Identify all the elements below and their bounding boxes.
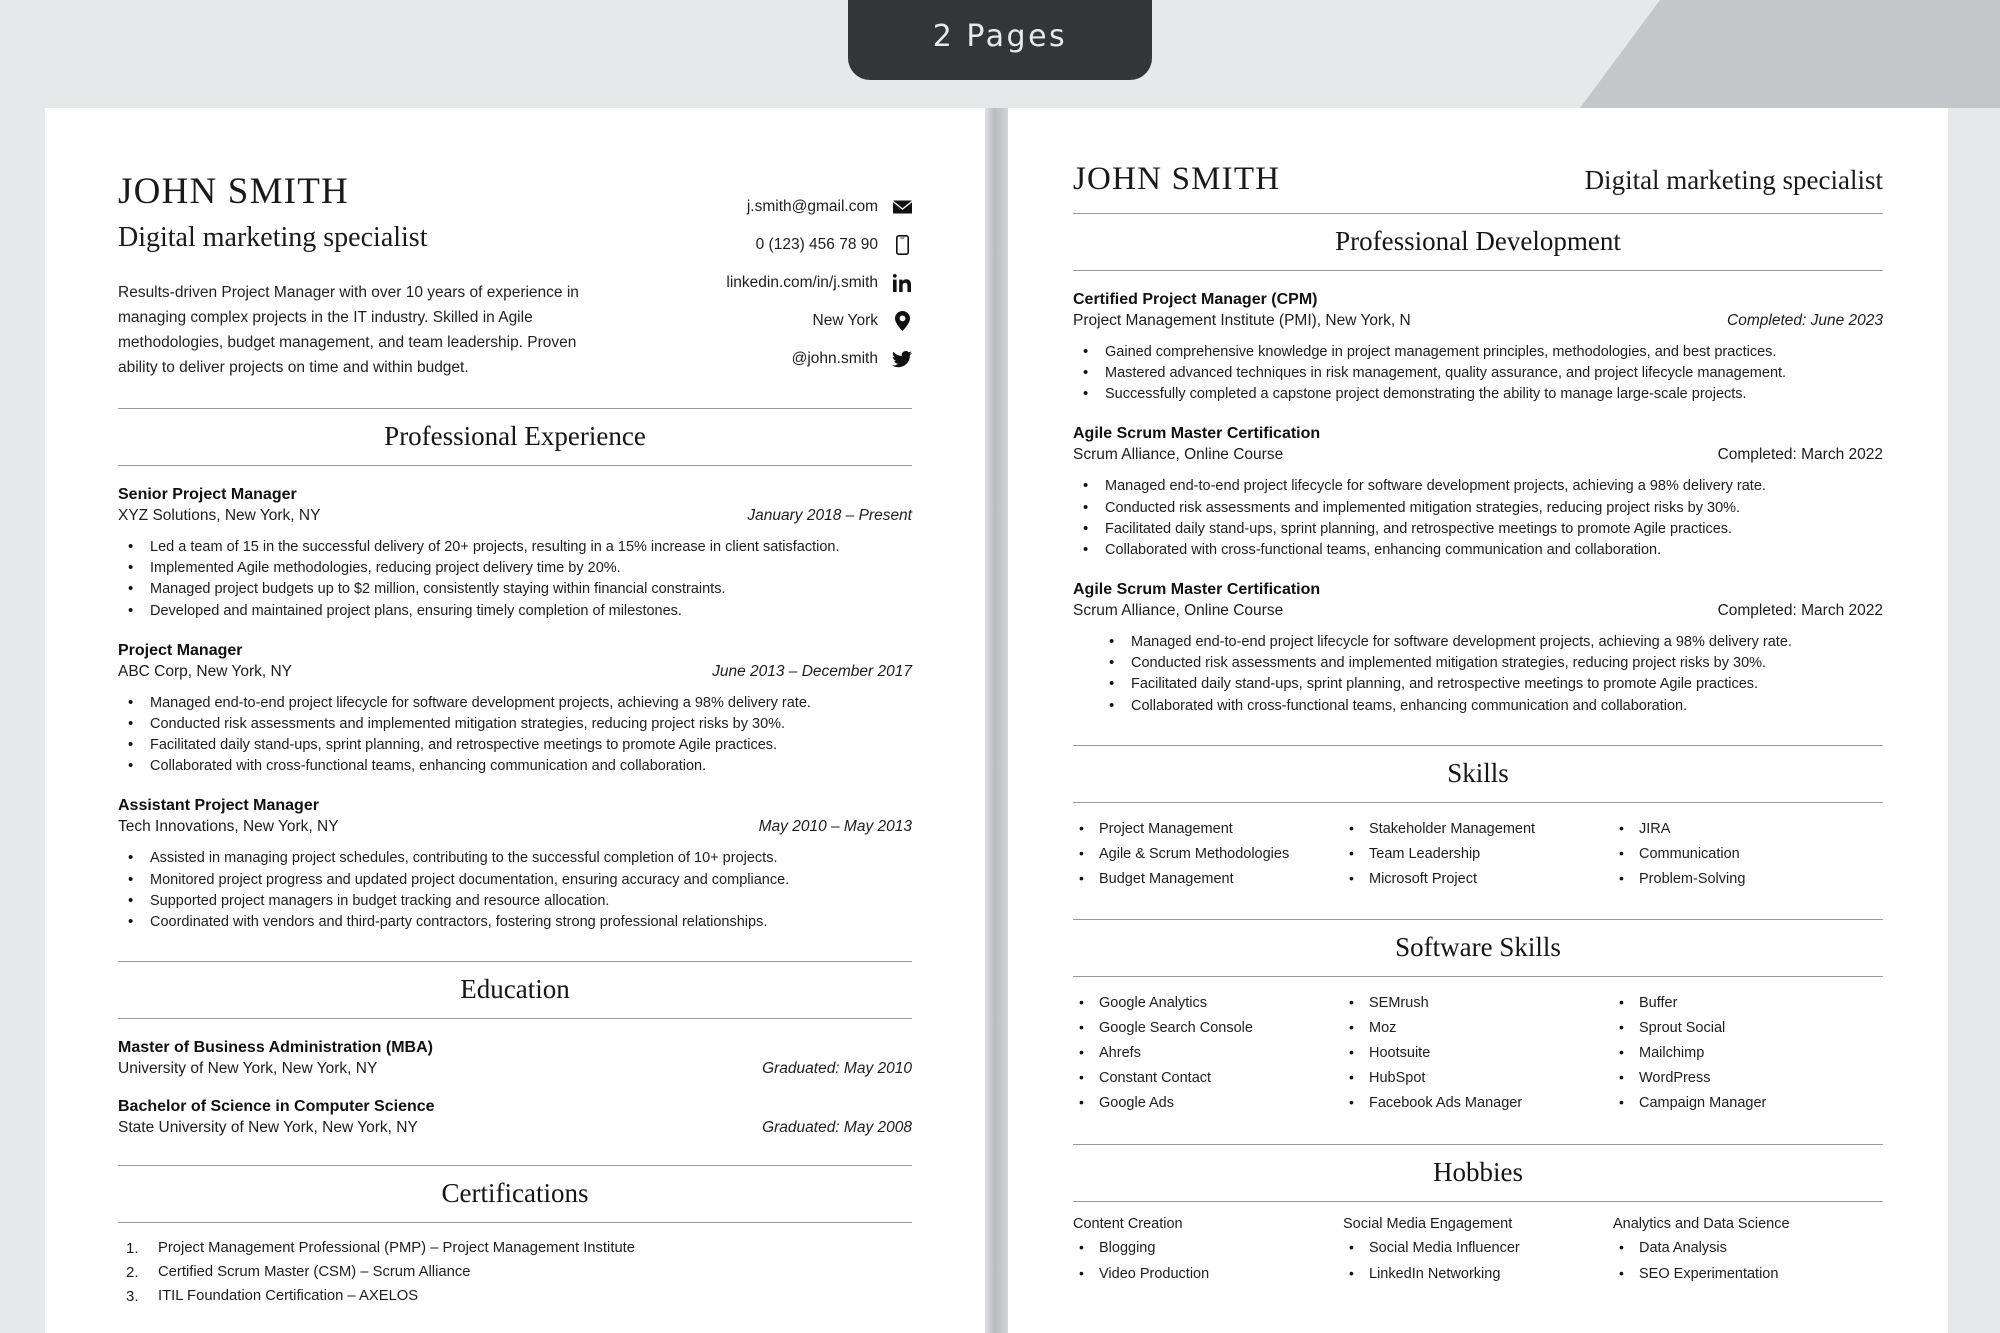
grid-column (1343, 991, 1613, 1116)
bullet-item: • Coordinated with vendors and third-party contractors, fostering strong professional relationships. (118, 912, 912, 933)
entry-title: Agile Scrum Master Certification (1073, 425, 1321, 443)
bullet-item: • Led a team of 15 in the successful delivery of 20+ projects, resulting in a 15% increase in client satisfaction. (118, 537, 912, 558)
bullet-item: • Managed project budgets up to $2 million, consistently staying within financial constraints. (118, 579, 912, 600)
entry-title: Master of Business Administration (MBA) (118, 1038, 433, 1056)
entry-date: May 2010 – May 2013 (758, 818, 912, 836)
grid-item: • HubSpot (1343, 1066, 1613, 1091)
bullet-list (118, 848, 912, 933)
bullet-list (118, 693, 912, 778)
grid-item: • SEMrush (1343, 991, 1613, 1016)
bullet-item: • Supported project managers in budget tracking and resource allocation. (118, 891, 912, 912)
grid-item: • Google Ads (1073, 1091, 1343, 1116)
grid-item: • Ahrefs (1073, 1041, 1343, 1066)
contact-list (652, 170, 912, 380)
bullet-item: • Gained comprehensive knowledge in project management principles, methodologies, and best practices. (1073, 342, 1883, 363)
grid-item: • JIRA (1613, 817, 1883, 842)
bullet-list (1073, 476, 1883, 561)
contact-value: 0 (123) 456 78 90 (755, 236, 878, 253)
hobby-group-title: Analytics and Data Science (1613, 1216, 1790, 1233)
bullet-item: • Managed end-to-end project lifecycle for software development projects, achieving a 98% delivery rate. (1073, 632, 1883, 653)
bullet-item: • Collaborated with cross-functional teams, enhancing communication and collaboration. (1073, 696, 1883, 717)
hobby-item: • SEO Experimentation (1613, 1262, 1883, 1288)
software-skills-grid (1073, 991, 1883, 1116)
bullet-item: • Managed end-to-end project lifecycle for software development projects, achieving a 98% delivery rate. (1073, 476, 1883, 497)
entry (1073, 425, 1883, 561)
entry-title: Project Manager (118, 641, 243, 659)
bullet-item: • Conducted risk assessments and implemented mitigation strategies, reducing project risks by 30%. (1073, 498, 1883, 519)
entry-date: Completed: March 2022 (1717, 446, 1883, 464)
certification-item: Project Management Professional (PMP) – Project Management Institute (158, 1239, 636, 1256)
email-icon (892, 200, 912, 214)
page-count-badge (848, 0, 1152, 80)
hobby-group (1343, 1216, 1613, 1288)
section-heading-development: Professional Development (1073, 213, 1883, 271)
entry-title: Certified Project Manager (CPM) (1073, 290, 1318, 308)
grid-item: • Stakeholder Management (1343, 817, 1613, 842)
grid-item: • Facebook Ads Manager (1343, 1091, 1613, 1116)
page1-header (118, 108, 912, 380)
bullet-item: • Assisted in managing project schedules, contributing to the successful completion of 10+ projects. (118, 848, 912, 869)
grid-column (1613, 817, 1883, 892)
development-list (1073, 291, 1883, 717)
grid-item: • Team Leadership (1343, 842, 1613, 867)
contact-row[interactable] (652, 302, 912, 340)
grid-item: • Project Management (1073, 817, 1343, 842)
contact-row[interactable] (652, 226, 912, 264)
entry (1073, 581, 1883, 717)
section-heading-education: Education (118, 961, 912, 1019)
section-heading-software: Software Skills (1073, 919, 1883, 977)
entry (118, 642, 912, 778)
entry-date: January 2018 – Present (747, 507, 912, 525)
resume-page-2[interactable] (1008, 108, 1948, 1333)
bullet-item: • Developed and maintained project plans, ensuring timely completion of milestones. (118, 601, 912, 622)
hobby-group (1073, 1216, 1343, 1288)
bullet-item: • Mastered advanced techniques in risk management, quality assurance, and project lifecycle management. (1073, 363, 1883, 384)
contact-value: New York (812, 312, 878, 329)
experience-list (118, 486, 912, 933)
section-heading-hobbies: Hobbies (1073, 1144, 1883, 1202)
grid-item: • WordPress (1613, 1066, 1883, 1091)
bullet-item: • Conducted risk assessments and implemented mitigation strategies, reducing project risks by 30%. (118, 714, 912, 735)
entry-title: Assistant Project Manager (118, 797, 319, 815)
section-heading-certifications: Certifications (118, 1165, 912, 1223)
grid-column (1343, 817, 1613, 892)
hobby-items (1613, 1236, 1883, 1288)
contact-row[interactable] (652, 264, 912, 302)
hobby-item: • LinkedIn Networking (1343, 1262, 1613, 1288)
page-count-label: 2 Pages (932, 18, 1068, 54)
location-pin-icon (892, 311, 912, 331)
contact-value: @john.smith (791, 350, 878, 367)
entry-organization: Scrum Alliance, Online Course (1073, 602, 1284, 620)
grid-item: • Problem-Solving (1613, 867, 1883, 892)
decorative-diagonal-band (1580, 0, 2000, 108)
bullet-item: • Successfully completed a capstone project demonstrating the ability to manage large-scale projects. (1073, 384, 1883, 405)
grid-column (1073, 991, 1343, 1116)
entry-organization: XYZ Solutions, New York, NY (118, 507, 321, 525)
bullet-list (1073, 342, 1883, 405)
bullet-item: • Conducted risk assessments and implemented mitigation strategies, reducing project risks by 30%. (1073, 653, 1883, 674)
resume-page-1[interactable] (45, 108, 985, 1333)
grid-item: • Constant Contact (1073, 1066, 1343, 1091)
candidate-name-page2: JOHN SMITH (1073, 161, 1281, 197)
bullet-list (118, 537, 912, 622)
bullet-item: • Implemented Agile methodologies, reducing project delivery time by 20%. (118, 558, 912, 579)
professional-summary: Results-driven Project Manager with over 10 years of experience in managing complex projects in the IT industry. Skilled in Agile methodologies, budget management, and team leadership. Proven ability to deliver projects on time and within budget. (118, 283, 579, 376)
entry-date: Completed: March 2022 (1717, 602, 1883, 620)
contact-row[interactable] (652, 340, 912, 378)
entry-organization: Project Management Institute (PMI), New York, N (1073, 311, 1411, 329)
entry-organization: Tech Innovations, New York, NY (118, 818, 339, 836)
grid-item: • Microsoft Project (1343, 867, 1613, 892)
entry (118, 797, 912, 933)
certifications-list (118, 1237, 912, 1309)
contact-value: j.smith@gmail.com (746, 198, 878, 215)
bullet-list (1073, 632, 1883, 717)
entry (1073, 291, 1883, 405)
hobby-group (1613, 1216, 1883, 1288)
hobby-item: • Social Media Influencer (1343, 1236, 1613, 1262)
grid-item: • Campaign Manager (1613, 1091, 1883, 1116)
candidate-name: JOHN SMITH (118, 171, 349, 212)
grid-item: • Agile & Scrum Methodologies (1073, 842, 1343, 867)
entry (118, 1039, 912, 1078)
grid-item: • Hootsuite (1343, 1041, 1613, 1066)
grid-item: • Communication (1613, 842, 1883, 867)
entry-date: Completed: June 2023 (1727, 311, 1883, 329)
grid-item: • Sprout Social (1613, 1016, 1883, 1041)
hobby-items (1343, 1236, 1613, 1288)
entry-organization: State University of New York, New York, NY (118, 1118, 418, 1136)
candidate-role: Digital marketing specialist (118, 221, 428, 253)
hobby-item: • Video Production (1073, 1262, 1343, 1288)
entry (118, 1098, 912, 1137)
hobby-item: • Blogging (1073, 1236, 1343, 1262)
twitter-icon (892, 351, 912, 368)
grid-item: • Google Analytics (1073, 991, 1343, 1016)
entry-title: Senior Project Manager (118, 486, 297, 504)
page2-header (1073, 108, 1883, 213)
entry-organization: Scrum Alliance, Online Course (1073, 446, 1284, 464)
bullet-item: • Managed end-to-end project lifecycle for software development projects, achieving a 98% delivery rate. (118, 693, 912, 714)
grid-item: • Moz (1343, 1016, 1613, 1041)
entry-title: Bachelor of Science in Computer Science (118, 1097, 435, 1115)
linkedin-icon (892, 274, 912, 292)
grid-item: • Buffer (1613, 991, 1883, 1016)
bullet-item: • Facilitated daily stand-ups, sprint planning, and retrospective meetings to promote Agile practices. (118, 735, 912, 756)
entry-organization: University of New York, New York, NY (118, 1059, 378, 1077)
entry-title: Agile Scrum Master Certification (1073, 581, 1321, 599)
certification-item: Certified Scrum Master (CSM) – Scrum Alliance (158, 1263, 471, 1280)
certification-item: ITIL Foundation Certification – AXELOS (158, 1287, 419, 1304)
bullet-item: • Collaborated with cross-functional teams, enhancing communication and collaboration. (118, 756, 912, 777)
section-heading-skills: Skills (1073, 745, 1883, 803)
entry-date: Graduated: May 2010 (762, 1059, 912, 1077)
grid-item: • Google Search Console (1073, 1016, 1343, 1041)
bullet-item: • Facilitated daily stand-ups, sprint planning, and retrospective meetings to promote Agile practices. (1073, 519, 1883, 540)
bullet-item: • Facilitated daily stand-ups, sprint planning, and retrospective meetings to promote Agile practices. (1073, 674, 1883, 695)
hobby-group-title: Content Creation (1073, 1216, 1183, 1233)
contact-value: linkedin.com/in/j.smith (726, 274, 878, 291)
entry (118, 486, 912, 622)
section-heading-experience: Professional Experience (118, 408, 912, 466)
grid-column (1073, 817, 1343, 892)
skills-grid (1073, 817, 1883, 892)
grid-item: • Mailchimp (1613, 1041, 1883, 1066)
bullet-item: • Monitored project progress and updated project documentation, ensuring accuracy and compliance. (118, 870, 912, 891)
hobby-group-title: Social Media Engagement (1343, 1216, 1513, 1233)
entry-organization: ABC Corp, New York, NY (118, 662, 293, 680)
grid-item: • Budget Management (1073, 867, 1343, 892)
hobbies-grid (1073, 1216, 1883, 1288)
education-list (118, 1039, 912, 1137)
contact-row[interactable] (652, 188, 912, 226)
entry-date: June 2013 – December 2017 (712, 662, 912, 680)
candidate-role-page2: Digital marketing specialist (1584, 165, 1883, 195)
hobby-items (1073, 1236, 1343, 1288)
grid-column (1613, 991, 1883, 1116)
entry-date: Graduated: May 2008 (762, 1118, 912, 1136)
bullet-item: • Collaborated with cross-functional teams, enhancing communication and collaboration. (1073, 540, 1883, 561)
hobby-item: • Data Analysis (1613, 1236, 1883, 1262)
phone-icon (892, 235, 912, 255)
